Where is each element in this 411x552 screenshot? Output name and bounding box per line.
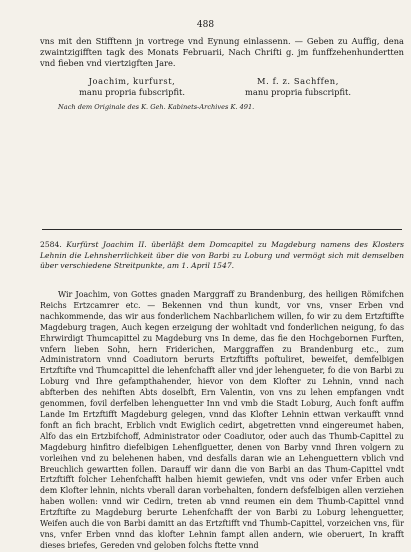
signature-right-note: manu propria fubscripfit.	[245, 87, 351, 97]
top-paragraph-text: vns mit den Stifftenn jn vortrege vnd Eynung einlassenn. — Geben zu Auffig, dena zwaintzigifften tagk des Monats Februarii, Nach Chrifti g. jm funffzehenhundertten vnd fieben vnd viertzigften Jare.	[40, 36, 404, 68]
source-note: Nach dem Originale des K. Geh. Kabinets-Archives K. 491.	[58, 103, 255, 111]
top-paragraph	[40, 36, 404, 69]
section-divider	[42, 229, 402, 230]
document-body-text: Wir Joachim, von Gottes gnaden Marggraff zu Brandenburg, des heiligen Römifchen Reichs Ertzcamrer etc. — Bekennen vnd thun kundt, vor vns, vnser Erben vnd nachkommende, das wir aus fonderlichem Nachbarlichem willen, fo wir zu dem Ertzftiffte Magdeburg tragen, Auch kegen erzeigung der wohltadt vnd fonderlichen neigung, fo das Ehrwirdigt Thumcapittel zu Magdeburg vns In deme, das fie den Hochgebornen Furften, vnfern lieben Sohn, hern Friderichen, Marggraffen zu Brandenburg etc., zum Administratorn vnnd Coadiutorn berurts Ertzftiffts poftuliret, beweifet, demfelbigen Ertzftifte vnd Thumcapittel die lehenfchafft aller vnd jder lehengueter, fo die von Barbi zu Loburg vnd Ihre gefampthahender, hievor von dem Klofter zu Lehnin, vnnd nach abfterben des nehiften Abts doselbft, Ern Valentin, von vns zu lehen empfangen vndt genommen, fovil derfelben lehenguetter Inn vnd vmb die Stadt Loburg, Auch fonft auffm Lande Im Ertzftifft Magdeburg gelegen, vnnd das Klofter Lehnin ettwan verkaufft vnnd fonft an fich bracht, Erblich vndt Ewiglich cedirt, abgetretten vnnd eingereumet haben, Alfo das ein Ertzbifchoff, Administrator oder Coadiutor, oder auch das Thumb-Capittel zu Magdeburg hinfitro diefelbigen Lehenflguetter, denen von Barby vnnd Ihren volgern zu vorleihen vnd zu belehenen haben, vnd desfalls daran wie an Lehenguettern vblich vnd Breuchlich gewartten follen. Darauff wir dann die von Barbi an das Thum-Capittel vndt Ertzftifft folcher Lehenfchafft halben hiemit gewiefen, vndt vns oder vnfer Erben auch dem Klofter lehnin, nichts vberall daran vorbehalten, fondern defsfelbigen allen verziehen haben wollen: vnnd wir Cedirn, treten ab vnnd reumen ein dem Thumb-Capittel vnnd Ertzftifte zu Magdeburg berurte Lehenfchafft der von Barbi zu Loburg lehenguetter, Weifen auch die von Barbi damitt an das Ertzftifft vnd Thumb-Capittel, vorzeichen vns, für vns, vnfer Erben vnnd das klofter Lehnin fampt allen andern, wie oberuert, In krafft dieses briefes, Gereden vnd geloben folchs ftette vnnd	[40, 290, 404, 550]
signature-right-name: M. f. z. Sachffen,	[257, 76, 339, 86]
document-heading	[40, 240, 404, 272]
document-body	[40, 290, 404, 552]
signature-left-note: manu propria fubscripfit.	[79, 87, 185, 97]
signature-right	[228, 76, 368, 98]
document-heading-text: Kurfürst Joachim II. überläßt dem Domcapitel zu Magdeburg namens des Klosters Lehnin die Lehnsherrlichkeit über die von Barbi zu Loburg und vermögt sich mit demselben über verschiedene Streitpunkte, am 1. April 1547.	[40, 240, 404, 270]
signature-left-name: Joachim, kurfurst,	[88, 76, 176, 86]
document-number: 2584.	[40, 240, 62, 249]
page-number: 488	[196, 20, 215, 30]
signature-left	[62, 76, 202, 98]
